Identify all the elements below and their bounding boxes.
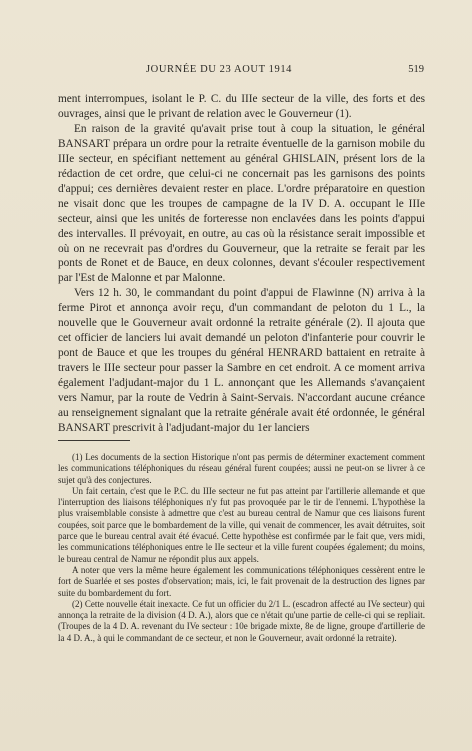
footnote-divider xyxy=(58,440,130,441)
footnote: A noter que vers la même heure également les communications téléphoniques cessèrent entre le fort de Suarlée et ses postes d'observation; mais, ici, le fait provenait de la destruction des lignes par suite du bombardement du fort. xyxy=(58,564,425,598)
page-header xyxy=(58,64,424,80)
paragraph: En raison de la gravité qu'avait prise tout à coup la situation, le général BANSART prépara un ordre pour la retraite éventuelle de la garnison mobile du IIIe secteur, en spécifiant nettement au général GHISLAIN, présent lors de la rédaction de cet ordre, que celui-ci ne concernait pas les garnisons des points d'appui; ces dernières devaient rester en place. L'ordre préparatoire en question ne visait donc que les troupes de campagne de la IV D. A. occupant le IIIe secteur, ainsi que les unités de forteresse non enclavées dans les points d'appui des intervalles. Il prévoyait, en outre, au cas où la résistance serait impossible et où on ne recevrait pas d'ordres du Gouverneur, que la retraite se ferait par les ponts de Ronet et de Bauce, en deux colonnes, devant s'écouler respectivement par l'Est de Malonne et par Malonne. xyxy=(58,122,425,285)
footnotes xyxy=(58,452,425,644)
paragraph: Vers 12 h. 30, le commandant du point d'appui de Flawinne (N) arriva à la ferme Pirot et annonça avoir reçu, d'un commandant de peloton du 1 L., la nouvelle que le Gouverneur avait ordonné la retraite générale (2). Il ajouta que cet officier de lanciers lui avait demandé un peloton d'infanterie pour couvrir le pont de Bauce et que les troupes du général HENRARD battaient en retraite à travers le IIIe secteur pour passer la Sambre en cet endroit. A ce moment arriva également l'adjudant-major du 1 L. annonçant que les Allemands s'avançaient vers Namur, par la route de Vedrin à Saint-Servais. N'accordant aucune créance au renseignement signalant que la retraite générale avait été ordonnée, le général BANSART prescrivit à l'adjudant-major du 1er lanciers xyxy=(58,287,425,434)
paragraph-continued: ment interrompues, isolant le P. C. du IIIe secteur de la ville, des forts et des ouvrages, ainsi que le privant de relation avec le Gouverneur (1). xyxy=(58,93,425,120)
body-text xyxy=(58,92,425,436)
page-number: 519 xyxy=(408,64,424,75)
footnote: Un fait certain, c'est que le P.C. du IIIe secteur ne fut pas atteint par l'artillerie allemande et que l'interruption des liaisons téléphoniques n'y fut pas provoquée par le tir de l'ennemi. L'hypothèse la plus vraisemblable consiste à admettre que c'est au bureau central de Namur que ces liaisons furent coupées, soit parce que le bombardement de la ville, qui venait de commencer, les avait détruites, soit parce que le bureau central avait été évacué. Cette hypothèse est confirmée par le fait que, vers midi, les communications téléphoniques entre le IIe secteur et la ville furent coupées également; du moins, le bureau central de Namur ne répondit plus aux appels. xyxy=(58,485,425,564)
footnote: (1) Les documents de la section Historique n'ont pas permis de déterminer exactement comment les communications téléphoniques du réseau général furent coupées; aussi ne peut-on se livrer à ce sujet qu'à des conjectures. xyxy=(58,452,425,485)
footnote: (2) Cette nouvelle était inexacte. Ce fut un officier du 2/1 L. (escadron affecté au IVe secteur) qui annonça la retraite de la division (4 D. A.), alors que ce n'était qu'une partie de celle-ci qui se repliait. (Troupes de la 4 D. A. revenant du IVe secteur : 10e brigade mixte, 8e de ligne, groupe d'artillerie de la 4 D. A., à qui le commandant de ce secteur, et non le Gouverneur, avait ordonné la retraite). xyxy=(58,598,425,643)
running-title: JOURNÉE DU 23 AOUT 1914 xyxy=(146,64,293,75)
